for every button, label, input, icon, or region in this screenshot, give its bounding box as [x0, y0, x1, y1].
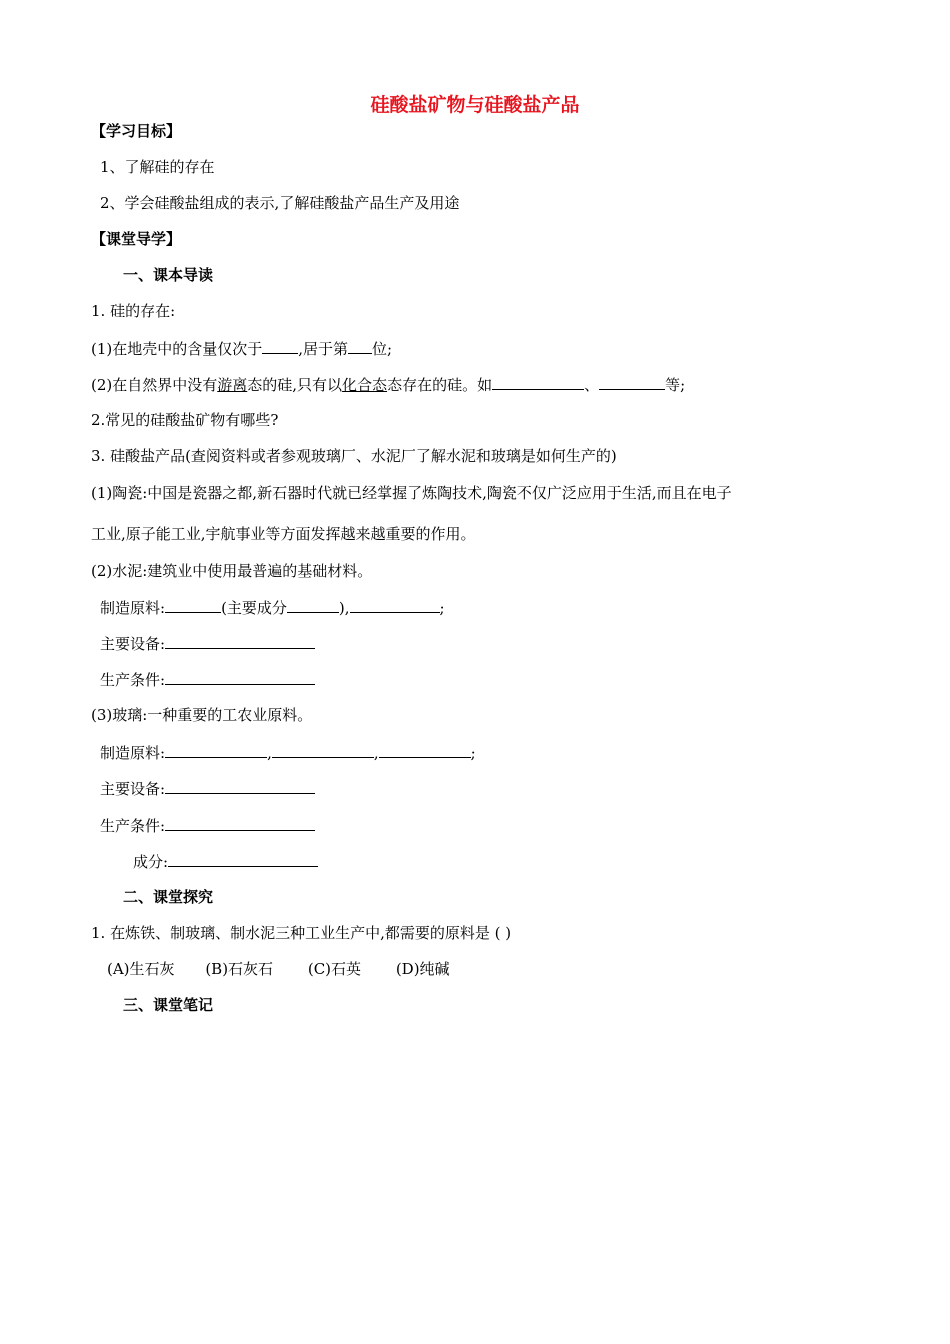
cement-equipment	[100, 633, 315, 654]
underlined-term-free: 游离	[217, 376, 248, 394]
page-title: 硅酸盐矿物与硅酸盐产品	[370, 94, 580, 116]
cement-raw-materials	[100, 597, 445, 618]
question-1b-text-mid: 态的硅,只有以	[247, 376, 343, 394]
glass-intro: (3)玻璃:一种重要的工农业原料。	[91, 706, 313, 724]
cement-conditions	[100, 669, 315, 690]
blank-field[interactable]	[350, 597, 440, 613]
ceramics-line-1: (1)陶瓷:中国是瓷器之都,新石器时代就已经掌握了炼陶技术,陶瓷不仅广泛应用于生活,而且在电子	[91, 484, 732, 502]
blank-field[interactable]	[165, 669, 315, 685]
cement-intro: (2)水泥:建筑业中使用最普遍的基础材料。	[91, 562, 373, 580]
question-silicate-products: 3. 硅酸盐产品(查阅资料或者参观玻璃厂、水泥厂了解水泥和玻璃是如何生产的)	[91, 447, 617, 465]
field-label: 主要设备:	[100, 635, 166, 653]
field-label: ;	[439, 599, 445, 617]
exercise-question: 1. 在炼铁、制玻璃、制水泥三种工业生产中,都需要的原料是 ( )	[91, 924, 512, 942]
section-class-notes: 三、课堂笔记	[123, 996, 214, 1014]
blank-field[interactable]	[379, 742, 471, 758]
field-label: 生产条件:	[100, 817, 166, 835]
question-1a-text: (1)在地壳中的含量仅次于	[91, 340, 263, 358]
blank-field[interactable]	[272, 742, 374, 758]
field-label: 主要设备:	[100, 780, 166, 798]
field-label: ;	[470, 744, 476, 762]
glass-conditions	[100, 815, 315, 836]
blank-field[interactable]	[165, 815, 315, 831]
blank-field[interactable]	[165, 633, 315, 649]
guide-header: 【课堂导学】	[91, 230, 182, 248]
field-label: 制造原料:	[100, 744, 166, 762]
separator: ,	[373, 744, 379, 762]
question-1a	[91, 338, 392, 359]
section-classroom-inquiry: 二、课堂探究	[123, 888, 214, 906]
blank-field[interactable]	[492, 374, 584, 390]
question-1b-text: (2)在自然界中没有	[91, 376, 218, 394]
option-a[interactable]: (A)生石灰	[107, 960, 175, 978]
blank-field[interactable]	[168, 851, 318, 867]
question-1b-text-end: 等;	[665, 376, 686, 394]
field-label: (主要成分	[221, 599, 287, 617]
section-textbook-reading: 一、课本导读	[123, 266, 214, 284]
option-b[interactable]: (B)石灰石	[205, 960, 274, 978]
objective-item-1: 1、了解硅的存在	[100, 158, 215, 176]
objective-item-2: 2、学会硅酸盐组成的表示,了解硅酸盐产品生产及用途	[100, 194, 460, 212]
question-silicate-minerals: 2.常见的硅酸盐矿物有哪些?	[91, 411, 279, 429]
glass-composition	[133, 851, 318, 872]
option-c[interactable]: (C)石英	[307, 960, 362, 978]
field-label: ),	[338, 599, 350, 617]
question-1a-text-end: 位;	[372, 340, 393, 358]
field-label: 生产条件:	[100, 671, 166, 689]
question-1b	[91, 374, 685, 395]
separator: 、	[584, 376, 600, 394]
objectives-header: 【学习目标】	[91, 122, 182, 140]
ceramics-line-2: 工业,原子能工业,宇航事业等方面发挥越来越重要的作用。	[91, 525, 476, 543]
blank-field[interactable]	[599, 374, 665, 390]
field-label: 成分:	[133, 853, 169, 871]
question-1a-text-mid: ,居于第	[298, 340, 349, 358]
blank-field[interactable]	[262, 338, 298, 354]
question-1b-text-mid2: 态存在的硅。如	[387, 376, 493, 394]
glass-equipment	[100, 778, 315, 799]
underlined-term-combined: 化合态	[342, 376, 388, 394]
blank-field[interactable]	[165, 597, 221, 613]
blank-field[interactable]	[348, 338, 372, 354]
option-d[interactable]: (D)纯碱	[395, 960, 450, 978]
question-silicon-existence: 1. 硅的存在:	[91, 302, 176, 320]
exercise-options	[107, 959, 450, 979]
separator: ,	[267, 744, 272, 762]
blank-field[interactable]	[165, 778, 315, 794]
glass-raw-materials	[100, 742, 476, 763]
blank-field[interactable]	[287, 597, 339, 613]
blank-field[interactable]	[165, 742, 267, 758]
field-label: 制造原料:	[100, 599, 166, 617]
